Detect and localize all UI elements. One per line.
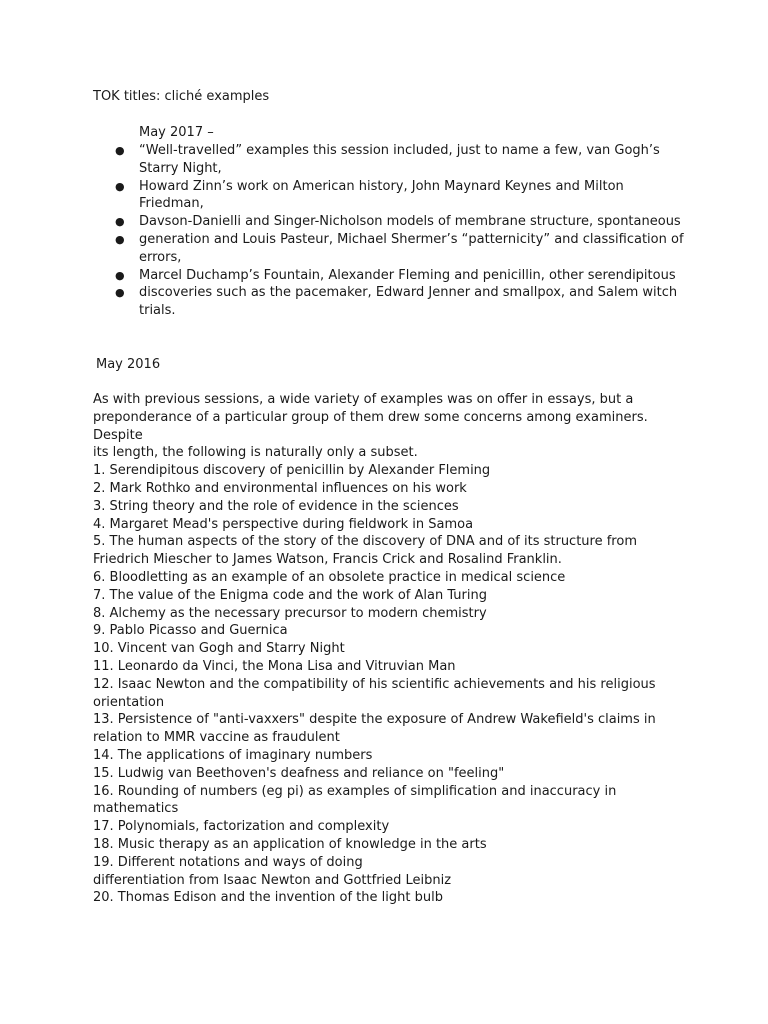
bullet-item: ● Howard Zinn’s work on American history, John Maynard Keynes and Milton Friedman, xyxy=(115,178,624,212)
intro-line: As with previous sessions, a wide variety of examples was on offer in essays, but a xyxy=(93,392,634,407)
list-item: 8. Alchemy as the necessary precursor to modern chemistry xyxy=(93,605,487,621)
bullet-item: ● generation and Louis Pasteur, Michael Shermer’s “patternicity” and classification of errors, xyxy=(115,231,684,265)
bullet-icon: ● xyxy=(115,232,125,246)
may-2017-bullet-list xyxy=(115,142,690,320)
list-item: 7. The value of the Enigma code and the work of Alan Turing xyxy=(93,587,487,603)
list-item: 16. Rounding of numbers (eg pi) as examples of simplification and inaccuracy in mathematics xyxy=(93,783,617,817)
list-item: differentiation from Isaac Newton and Gottfried Leibniz xyxy=(93,872,452,888)
list-item: 4. Margaret Mead's perspective during fieldwork in Samoa xyxy=(93,516,474,532)
list-item: 2. Mark Rothko and environmental influences on his work xyxy=(93,480,467,496)
list-item: 17. Polynomials, factorization and complexity xyxy=(93,819,390,835)
list-item: 3. String theory and the role of evidence in the sciences xyxy=(93,498,459,514)
intro-line: Despite xyxy=(93,427,143,443)
list-item: 6. Bloodletting as an example of an obsolete practice in medical science xyxy=(93,569,566,585)
bullet-icon: ● xyxy=(115,179,125,193)
page-title: TOK titles: cliché examples xyxy=(93,89,270,104)
may-2017-label: May 2017 – xyxy=(139,125,214,140)
may-2016-label: May 2016 xyxy=(96,357,161,372)
intro-line: its length, the following is naturally only a subset. xyxy=(93,445,418,461)
may-2016-section xyxy=(93,391,693,907)
list-item: 14. The applications of imaginary numbers xyxy=(93,747,373,763)
bullet-item: ● Davson-Danielli and Singer-Nicholson models of membrane structure, spontaneous xyxy=(115,214,681,230)
list-item: 11. Leonardo da Vinci, the Mona Lisa and Vitruvian Man xyxy=(93,658,456,674)
list-item: 13. Persistence of "anti-vaxxers" despite the exposure of Andrew Wakefield's claims in relation to MMR vaccine as fraudulent xyxy=(93,712,656,746)
list-item: 5. The human aspects of the story of the discovery of DNA and of its structure from Friedrich Miescher to James Watson, Francis Crick and Rosalind Franklin. xyxy=(93,534,637,568)
intro-line: preponderance of a particular group of them drew some concerns among examiners. xyxy=(93,409,648,425)
bullet-icon: ● xyxy=(115,286,125,300)
list-item: 18. Music therapy as an application of knowledge in the arts xyxy=(93,836,487,852)
list-item: 15. Ludwig van Beethoven's deafness and reliance on "feeling" xyxy=(93,765,505,781)
list-item: 9. Pablo Picasso and Guernica xyxy=(93,623,288,639)
examples-list xyxy=(93,462,693,907)
bullet-item: ● Marcel Duchamp’s Fountain, Alexander Fleming and penicillin, other serendipitous xyxy=(115,267,676,283)
bullet-icon: ● xyxy=(115,215,125,229)
list-item: 12. Isaac Newton and the compatibility of his scientific achievements and his religious orientation xyxy=(93,676,656,710)
bullet-icon: ● xyxy=(115,144,125,157)
list-item: 19. Different notations and ways of doing xyxy=(93,854,363,870)
bullet-item: ● “Well-travelled” examples this session included, just to name a few, van Gogh’s Starry Night, xyxy=(115,143,660,176)
bullet-icon: ● xyxy=(115,268,125,282)
bullet-item: ● discoveries such as the pacemaker, Edward Jenner and smallpox, and Salem witch trials. xyxy=(115,285,678,319)
list-item: 10. Vincent van Gogh and Starry Night xyxy=(93,641,345,657)
list-item: 20. Thomas Edison and the invention of the light bulb xyxy=(93,890,443,906)
list-item: 1. Serendipitous discovery of penicillin by Alexander Fleming xyxy=(93,463,491,479)
